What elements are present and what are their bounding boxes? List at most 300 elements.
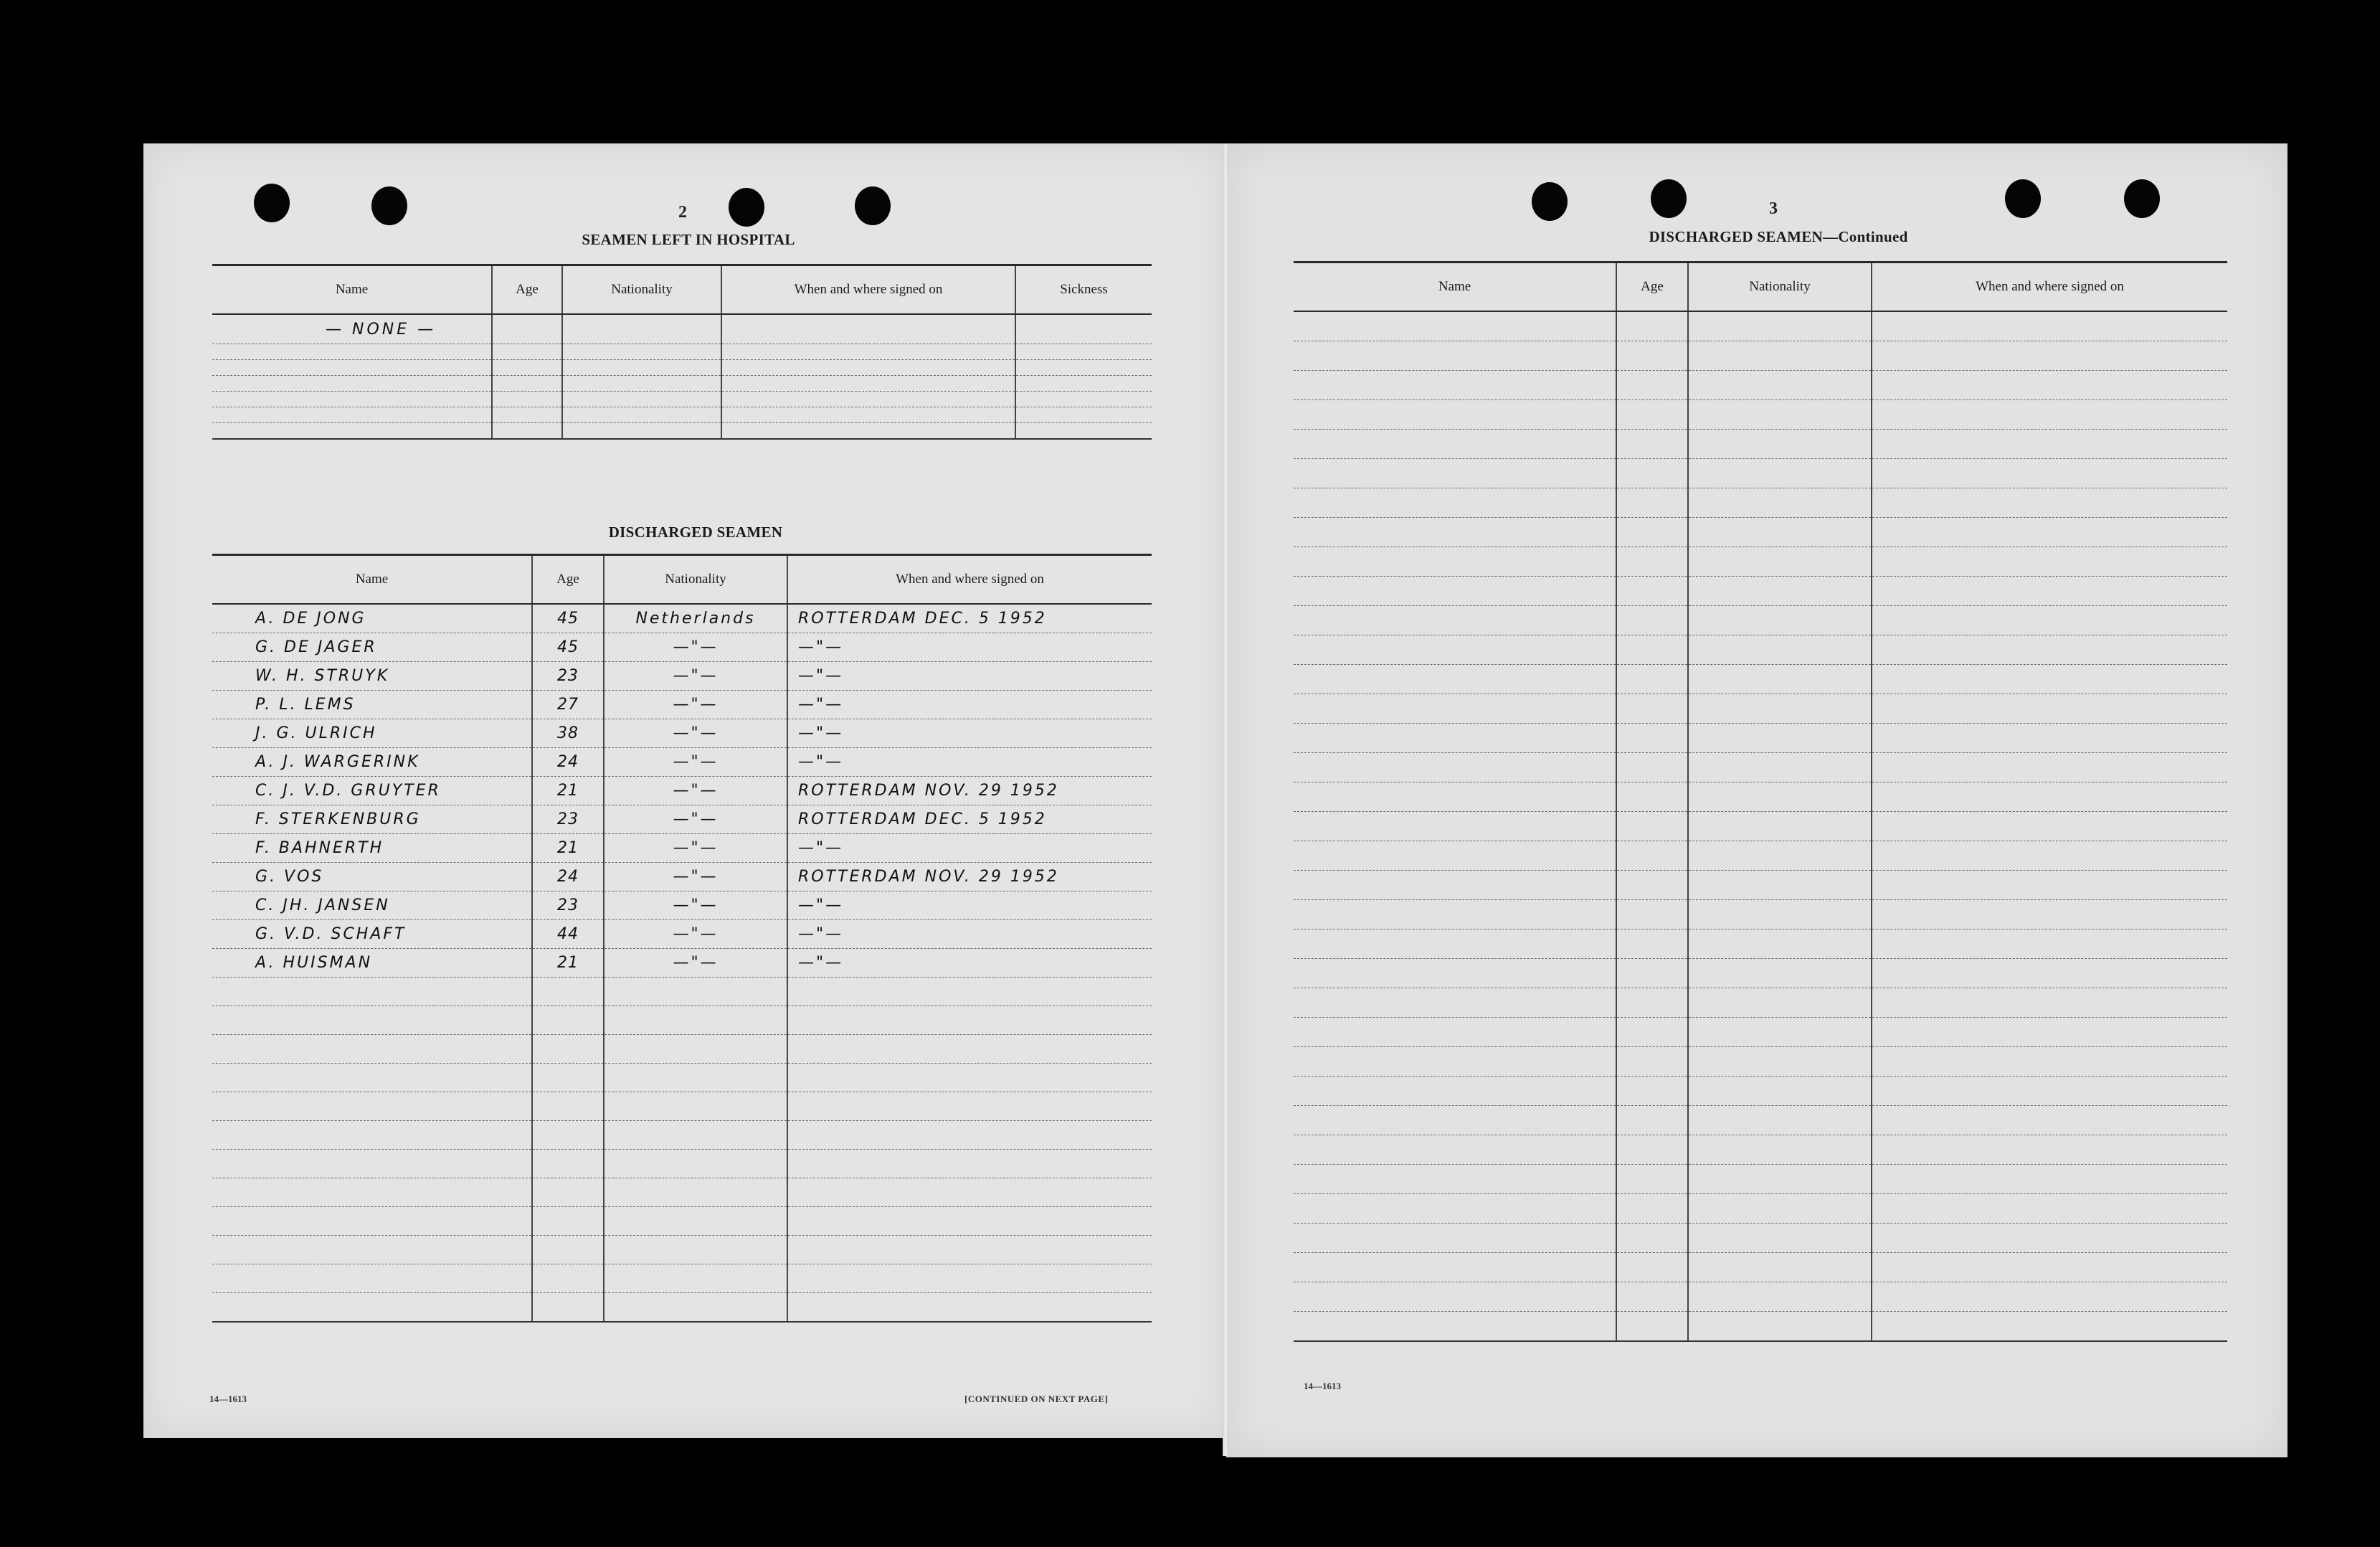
seaman-age: 21 — [532, 777, 604, 805]
table-row — [212, 1035, 1152, 1064]
empty-cell — [1616, 1165, 1688, 1194]
empty-cell — [1616, 430, 1688, 459]
empty-cell — [787, 1264, 1152, 1293]
table-row — [1294, 812, 2227, 841]
seaman-name: P. L. LEMS — [212, 691, 532, 719]
empty-cell — [1872, 1253, 2227, 1282]
empty-cell — [1872, 1194, 2227, 1224]
discharged-section-title: DISCHARGED SEAMEN — [608, 524, 783, 541]
table-row — [1294, 1018, 2227, 1047]
table-row — [1294, 959, 2227, 988]
seaman-signed-on: ROTTERDAM DEC. 5 1952 — [787, 604, 1152, 633]
empty-cell — [1872, 635, 2227, 665]
empty-cell — [604, 1092, 787, 1121]
discharged-seamen-table — [212, 554, 1152, 1323]
empty-cell — [1616, 724, 1688, 753]
empty-cell — [1616, 841, 1688, 871]
empty-cell — [604, 1150, 787, 1178]
empty-cell — [532, 1207, 604, 1236]
empty-cell — [787, 1236, 1152, 1264]
page-number-right: 3 — [1769, 199, 1778, 218]
empty-cell — [1294, 812, 1616, 841]
table-row — [1294, 929, 2227, 959]
seaman-name: F. STERKENBURG — [212, 805, 532, 834]
table-row — [212, 1092, 1152, 1121]
seaman-signed-on: —"— — [787, 662, 1152, 691]
empty-cell — [1294, 341, 1616, 371]
seaman-age: 23 — [532, 805, 604, 834]
table-row — [1294, 1165, 2227, 1194]
seaman-name: J. G. ULRICH — [212, 719, 532, 748]
empty-cell — [212, 1264, 532, 1293]
hospital-entry — [212, 314, 492, 344]
empty-cell — [1688, 635, 1872, 665]
table-row — [1294, 371, 2227, 400]
table-row — [1294, 430, 2227, 459]
empty-cell — [787, 1035, 1152, 1064]
empty-cell — [1872, 488, 2227, 518]
punch-hole — [254, 184, 290, 222]
empty-cell — [1294, 724, 1616, 753]
empty-cell — [1688, 1282, 1872, 1312]
table-row — [212, 777, 1152, 805]
empty-cell — [1616, 488, 1688, 518]
continued-section-title — [1578, 228, 1979, 246]
empty-cell — [1294, 959, 1616, 988]
empty-cell — [721, 392, 1015, 407]
empty-cell — [1872, 959, 2227, 988]
table-row — [1294, 1253, 2227, 1282]
seaman-nationality: —"— — [604, 633, 787, 662]
table-row — [1294, 1047, 2227, 1077]
empty-cell — [1688, 459, 1872, 488]
table-row — [1294, 1312, 2227, 1342]
empty-cell — [1872, 1312, 2227, 1342]
table-row — [212, 1006, 1152, 1035]
empty-cell — [1688, 665, 1872, 694]
seaman-signed-on: —"— — [787, 891, 1152, 920]
empty-cell — [1688, 753, 1872, 782]
punch-hole — [2005, 179, 2041, 218]
table-row — [212, 1064, 1152, 1092]
empty-cell — [1872, 430, 2227, 459]
empty-cell — [1688, 341, 1872, 371]
seaman-age: 38 — [532, 719, 604, 748]
empty-cell — [562, 423, 721, 440]
discharged-table-body — [212, 604, 1152, 1322]
empty-cell — [532, 1293, 604, 1323]
empty-cell — [1616, 1224, 1688, 1253]
empty-cell — [604, 1264, 787, 1293]
empty-cell — [562, 392, 721, 407]
seaman-name: G. VOS — [212, 863, 532, 891]
empty-cell — [1294, 635, 1616, 665]
empty-cell — [604, 1121, 787, 1150]
empty-cell — [1688, 1224, 1872, 1253]
empty-cell — [532, 1006, 604, 1035]
empty-cell — [1616, 900, 1688, 929]
column-header-nationality: Nationality — [604, 555, 787, 605]
empty-cell — [1688, 1194, 1872, 1224]
empty-cell — [1688, 400, 1872, 430]
empty-cell — [1616, 988, 1688, 1018]
empty-cell — [212, 1064, 532, 1092]
empty-cell — [492, 392, 562, 407]
empty-cell — [1616, 1253, 1688, 1282]
table-row — [1294, 606, 2227, 635]
table-row — [212, 1121, 1152, 1150]
empty-cell — [1294, 1224, 1616, 1253]
table-row — [1294, 724, 2227, 753]
empty-cell — [1616, 1282, 1688, 1312]
empty-cell — [1294, 1253, 1616, 1282]
empty-cell — [1688, 606, 1872, 635]
empty-cell — [532, 1236, 604, 1264]
table-row — [1294, 518, 2227, 547]
empty-cell — [1294, 1312, 1616, 1342]
empty-cell — [1872, 753, 2227, 782]
hospital-table — [212, 264, 1152, 440]
table-row — [212, 360, 1152, 376]
seaman-age: 23 — [532, 891, 604, 920]
column-header-name: Name — [212, 555, 532, 605]
empty-cell — [721, 344, 1015, 360]
empty-cell — [1294, 929, 1616, 959]
empty-cell — [1872, 665, 2227, 694]
punch-hole — [855, 186, 891, 225]
table-row — [212, 719, 1152, 748]
table-row — [212, 392, 1152, 407]
seaman-age: 27 — [532, 691, 604, 719]
empty-cell — [1872, 1165, 2227, 1194]
seaman-nationality: —"— — [604, 834, 787, 863]
seaman-nationality: —"— — [604, 863, 787, 891]
seaman-signed-on: —"— — [787, 633, 1152, 662]
empty-cell — [1872, 1282, 2227, 1312]
empty-cell — [1688, 1106, 1872, 1135]
seaman-nationality: Netherlands — [604, 604, 787, 633]
table-row — [212, 834, 1152, 863]
seaman-signed-on: —"— — [787, 920, 1152, 949]
empty-cell — [1294, 459, 1616, 488]
empty-cell — [1616, 518, 1688, 547]
empty-cell — [212, 1092, 532, 1121]
empty-cell — [492, 376, 562, 392]
seaman-nationality: —"— — [604, 805, 787, 834]
empty-cell — [1616, 959, 1688, 988]
seaman-age: 21 — [532, 949, 604, 978]
empty-cell — [1872, 311, 2227, 341]
empty-cell — [1616, 694, 1688, 724]
empty-cell — [1688, 724, 1872, 753]
column-header-name: Name — [212, 265, 492, 315]
table-row — [212, 1207, 1152, 1236]
seaman-age: 23 — [532, 662, 604, 691]
empty-cell — [1294, 841, 1616, 871]
empty-cell — [1294, 988, 1616, 1018]
punch-hole — [1532, 182, 1568, 221]
empty-cell — [562, 344, 721, 360]
empty-cell — [1294, 1165, 1616, 1194]
empty-cell — [1294, 1106, 1616, 1135]
table-row — [1294, 459, 2227, 488]
empty-cell — [1616, 1106, 1688, 1135]
hospital-section-title: SEAMEN LEFT IN HOSPITAL — [582, 231, 795, 248]
column-header-name: Name — [1294, 262, 1616, 312]
empty-cell — [1616, 400, 1688, 430]
empty-cell — [1688, 1312, 1872, 1342]
empty-cell — [1616, 1135, 1688, 1165]
empty-cell — [604, 1064, 787, 1092]
empty-cell — [1616, 782, 1688, 812]
table-row — [212, 748, 1152, 777]
punch-hole — [729, 188, 764, 227]
empty-cell — [212, 1207, 532, 1236]
table-row — [1294, 1135, 2227, 1165]
seaman-signed-on: —"— — [787, 748, 1152, 777]
empty-cell — [1015, 392, 1152, 407]
table-row — [212, 1264, 1152, 1293]
empty-cell — [1616, 459, 1688, 488]
empty-cell — [604, 1178, 787, 1207]
empty-cell — [1688, 959, 1872, 988]
empty-cell — [1688, 782, 1872, 812]
empty-cell — [532, 978, 604, 1006]
seaman-nationality: —"— — [604, 748, 787, 777]
table-row — [212, 920, 1152, 949]
continued-title-suffix: —Continued — [1823, 228, 1908, 245]
empty-cell — [532, 1035, 604, 1064]
table-row — [1294, 577, 2227, 606]
seaman-name: C. JH. JANSEN — [212, 891, 532, 920]
empty-cell — [1872, 724, 2227, 753]
table-row — [1294, 1282, 2227, 1312]
seaman-name: A. HUISMAN — [212, 949, 532, 978]
empty-cell — [212, 407, 492, 423]
continued-note: [CONTINUED ON NEXT PAGE] — [964, 1394, 1109, 1404]
column-header-signed-on: When and where signed on — [1872, 262, 2227, 312]
empty-cell — [1688, 1047, 1872, 1077]
discharged-seamen-continued-table — [1294, 261, 2227, 1342]
empty-cell — [1616, 635, 1688, 665]
seaman-name: F. BAHNERTH — [212, 834, 532, 863]
empty-cell — [787, 978, 1152, 1006]
seaman-name: G. V.D. SCHAFT — [212, 920, 532, 949]
table-row — [212, 423, 1152, 440]
seaman-signed-on: —"— — [787, 719, 1152, 748]
empty-cell — [1872, 547, 2227, 577]
seaman-signed-on: ROTTERDAM NOV. 29 1952 — [787, 777, 1152, 805]
table-row — [1294, 900, 2227, 929]
table-row — [1294, 635, 2227, 665]
table-row — [1294, 1077, 2227, 1106]
empty-cell — [1294, 430, 1616, 459]
seaman-name: C. J. V.D. GRUYTER — [212, 777, 532, 805]
empty-cell — [562, 407, 721, 423]
seaman-nationality: —"— — [604, 949, 787, 978]
empty-cell — [212, 1121, 532, 1150]
table-row — [212, 691, 1152, 719]
empty-cell — [1294, 547, 1616, 577]
empty-cell — [532, 1264, 604, 1293]
empty-cell — [1872, 1047, 2227, 1077]
empty-cell — [212, 1178, 532, 1207]
empty-cell — [787, 1006, 1152, 1035]
table-row — [212, 805, 1152, 834]
empty-cell — [1616, 871, 1688, 900]
empty-cell — [1688, 871, 1872, 900]
column-header-nationality: Nationality — [1688, 262, 1872, 312]
empty-cell — [1294, 371, 1616, 400]
empty-cell — [1616, 753, 1688, 782]
column-header-signed-on: When and where signed on — [721, 265, 1015, 315]
seaman-name: A. DE JONG — [212, 604, 532, 633]
empty-cell — [1616, 311, 1688, 341]
empty-cell — [1872, 606, 2227, 635]
empty-cell — [532, 1092, 604, 1121]
empty-cell — [787, 1293, 1152, 1323]
table-row — [1294, 753, 2227, 782]
table-row — [212, 407, 1152, 423]
empty-cell — [1294, 694, 1616, 724]
table-row — [1294, 488, 2227, 518]
empty-cell — [1616, 341, 1688, 371]
seaman-signed-on: ROTTERDAM NOV. 29 1952 — [787, 863, 1152, 891]
empty-cell — [1688, 1018, 1872, 1047]
empty-cell — [212, 1006, 532, 1035]
empty-cell — [1015, 360, 1152, 376]
page-number-left: 2 — [678, 203, 687, 222]
empty-cell — [1294, 1194, 1616, 1224]
empty-cell — [1015, 407, 1152, 423]
table-row — [212, 633, 1152, 662]
empty-cell — [1872, 988, 2227, 1018]
seaman-signed-on: ROTTERDAM DEC. 5 1952 — [787, 805, 1152, 834]
empty-cell — [1872, 371, 2227, 400]
column-header-age: Age — [532, 555, 604, 605]
empty-cell — [1872, 871, 2227, 900]
empty-cell — [212, 423, 492, 440]
table-row — [212, 662, 1152, 691]
empty-cell — [1872, 900, 2227, 929]
empty-cell — [1872, 1135, 2227, 1165]
seaman-signed-on: —"— — [787, 834, 1152, 863]
empty-cell — [1688, 1253, 1872, 1282]
empty-cell — [787, 1150, 1152, 1178]
empty-cell — [1872, 400, 2227, 430]
empty-cell — [1688, 311, 1872, 341]
empty-cell — [532, 1064, 604, 1092]
table-row — [1294, 988, 2227, 1018]
empty-cell — [721, 407, 1015, 423]
table-row — [1294, 782, 2227, 812]
table-row — [212, 1236, 1152, 1264]
empty-cell — [1872, 1224, 2227, 1253]
table-row — [1294, 665, 2227, 694]
empty-cell — [1688, 1165, 1872, 1194]
seaman-nationality: —"— — [604, 920, 787, 949]
empty-cell — [721, 376, 1015, 392]
empty-cell — [604, 1293, 787, 1323]
empty-cell — [1872, 694, 2227, 724]
hospital-table-body — [212, 314, 1152, 439]
empty-cell — [1294, 1047, 1616, 1077]
empty-cell — [212, 978, 532, 1006]
table-row — [212, 344, 1152, 360]
empty-cell — [1688, 929, 1872, 959]
empty-cell — [492, 344, 562, 360]
empty-cell — [1872, 1106, 2227, 1135]
empty-cell — [1616, 1018, 1688, 1047]
empty-cell — [1294, 311, 1616, 341]
table-row — [212, 949, 1152, 978]
empty-cell — [1616, 929, 1688, 959]
empty-cell — [787, 1092, 1152, 1121]
empty-cell — [1616, 1312, 1688, 1342]
table-row — [1294, 311, 2227, 341]
empty-cell — [1872, 459, 2227, 488]
table-row — [212, 891, 1152, 920]
table-row — [1294, 841, 2227, 871]
seaman-name: W. H. STRUYK — [212, 662, 532, 691]
empty-cell — [1616, 1194, 1688, 1224]
empty-cell — [1616, 1047, 1688, 1077]
empty-cell — [1294, 753, 1616, 782]
empty-cell — [1294, 665, 1616, 694]
table-row — [1294, 694, 2227, 724]
table-row — [212, 1293, 1152, 1323]
empty-cell — [1688, 547, 1872, 577]
empty-cell — [1688, 518, 1872, 547]
empty-cell — [1294, 782, 1616, 812]
continued-title-main: DISCHARGED SEAMEN — [1649, 228, 1824, 245]
empty-cell — [1872, 1018, 2227, 1047]
column-header-age: Age — [492, 265, 562, 315]
empty-cell — [1688, 1077, 1872, 1106]
table-row — [212, 978, 1152, 1006]
seaman-nationality: —"— — [604, 691, 787, 719]
none-entry: — NONE — — [326, 320, 437, 339]
seaman-nationality: —"— — [604, 662, 787, 691]
empty-cell — [212, 360, 492, 376]
empty-cell — [721, 423, 1015, 440]
empty-cell — [212, 376, 492, 392]
empty-cell — [1688, 371, 1872, 400]
empty-cell — [1872, 1077, 2227, 1106]
empty-cell — [562, 376, 721, 392]
empty-cell — [492, 423, 562, 440]
empty-cell — [1015, 423, 1152, 440]
empty-cell — [1294, 1077, 1616, 1106]
empty-cell — [787, 1064, 1152, 1092]
seaman-nationality: —"— — [604, 777, 787, 805]
empty-cell — [1872, 929, 2227, 959]
seaman-nationality: —"— — [604, 891, 787, 920]
seaman-signed-on: —"— — [787, 691, 1152, 719]
empty-cell — [1872, 341, 2227, 371]
continued-table-body — [1294, 311, 2227, 1341]
seaman-name: A. J. WARGERINK — [212, 748, 532, 777]
seaman-age: 45 — [532, 604, 604, 633]
empty-cell — [604, 1006, 787, 1035]
empty-cell — [212, 392, 492, 407]
page-fold — [1223, 143, 1228, 1456]
empty-cell — [787, 1121, 1152, 1150]
empty-cell — [721, 360, 1015, 376]
table-row — [1294, 1194, 2227, 1224]
table-row — [212, 314, 1152, 344]
seaman-age: 45 — [532, 633, 604, 662]
